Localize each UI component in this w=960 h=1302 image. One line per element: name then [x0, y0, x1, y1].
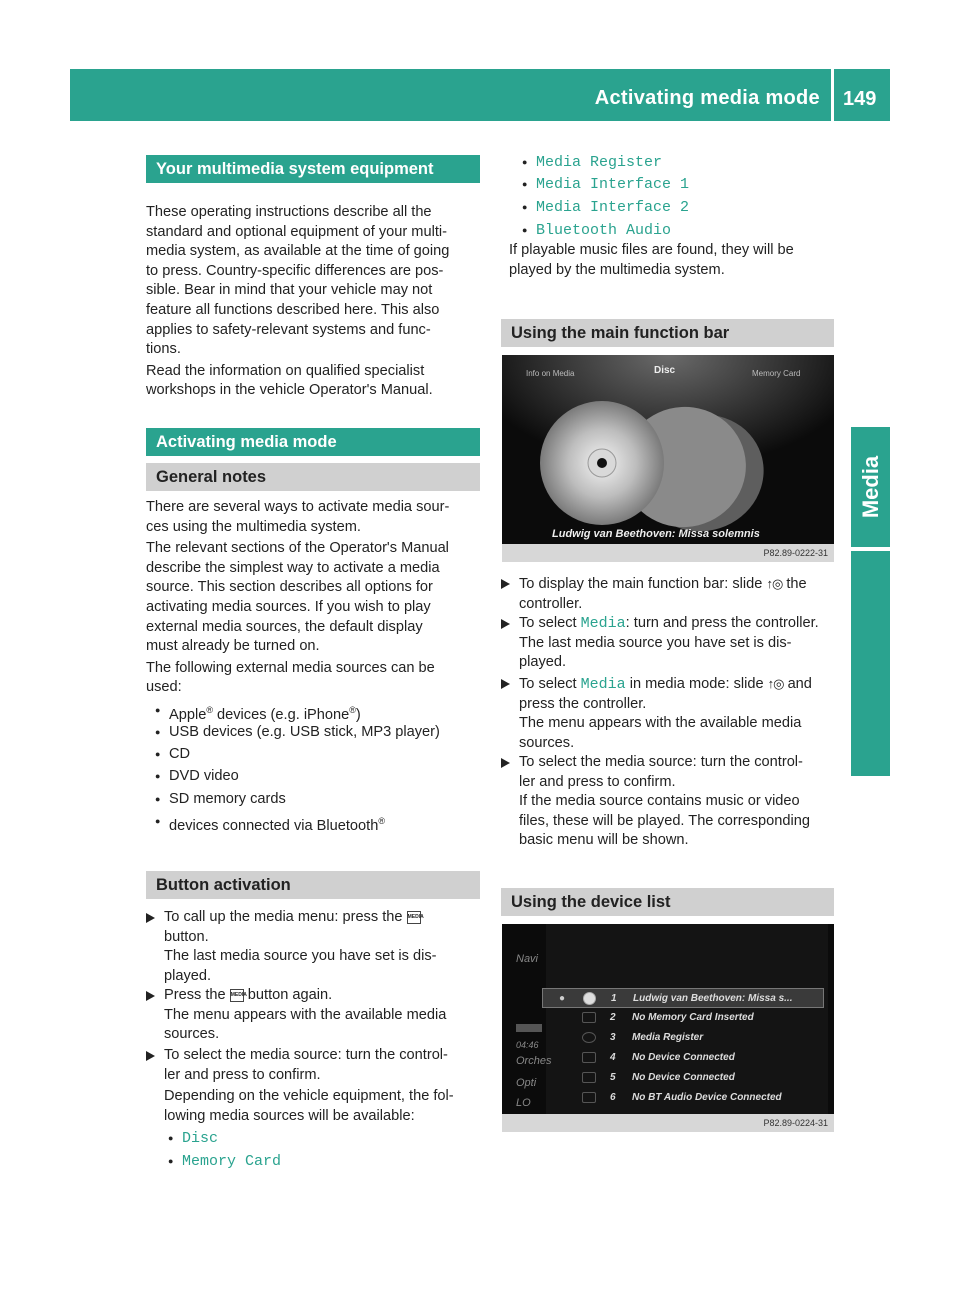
- instruction-step: To select the media source: turn the control- ler and press to confirm. If the media source contains music or video files, these will be played. The corresponding basic menu will be shown.: [501, 753, 835, 851]
- side-label: Opti: [516, 1077, 537, 1089]
- text-line: standard and optional equipment of your multi-: [146, 223, 447, 240]
- media-source-item: ● Media Register: [522, 153, 662, 173]
- controller-icon: ↑◎: [767, 676, 784, 691]
- step-arrow-icon: [501, 679, 510, 689]
- text-line: must already be turned on.: [146, 638, 320, 655]
- heading-button-activation: Button activation: [146, 871, 480, 899]
- media-source-item: ● Media Interface 2: [522, 198, 689, 218]
- instruction-step: To call up the media menu: press the MEDIA button. The last media source you have set is dis- played.: [146, 908, 480, 986]
- instruction-step: To select Media in media mode: slide ↑◎ and press the controller. The menu appears with the available media sources.: [501, 674, 835, 753]
- heading-equipment: Your multimedia system equipment: [146, 155, 480, 183]
- list-item: ● DVD video: [155, 767, 239, 787]
- text-line: sible. Bear in mind that your vehicle may not: [146, 282, 433, 299]
- text-line: media system, as available at the time of going: [146, 243, 450, 260]
- text-line: to press. Country-specific differences are pos-: [146, 262, 444, 279]
- text-line: external media sources, the default display: [146, 618, 423, 635]
- side-label: LO: [516, 1097, 531, 1109]
- heading-general-notes: General notes: [146, 463, 480, 491]
- step-arrow-icon: [146, 1051, 155, 1061]
- bluetooth-device-icon: [582, 1092, 596, 1103]
- list-item: ● devices connected via Bluetooth®: [155, 812, 385, 836]
- now-playing-title: Ludwig van Beethoven: Missa solemnis: [552, 528, 760, 540]
- text-line: The following external media sources can be: [146, 659, 435, 676]
- instruction-step: To display the main function bar: slide ↑◎ the controller.: [501, 574, 835, 614]
- text-line: If playable music files are found, they will be: [509, 242, 794, 258]
- disc-screenshot: [502, 355, 834, 562]
- heading-device-list: Using the device list: [501, 888, 834, 916]
- step-arrow-icon: [501, 758, 510, 768]
- disc-icon: [583, 992, 596, 1005]
- equipment-text: [146, 203, 480, 401]
- list-item: ● USB devices (e.g. USB stick, MP3 player): [155, 723, 440, 743]
- text-line: describe the simplest way to activate a media: [146, 559, 440, 576]
- device-list-item[interactable]: 6 No BT Audio Device Connected: [542, 1088, 824, 1108]
- text-line: Read the information on qualified specialist: [146, 362, 425, 379]
- general-notes-text: [146, 498, 480, 698]
- device-list-item[interactable]: ● 1 Ludwig van Beethoven: Missa s...: [542, 988, 824, 1008]
- page-number: 149: [843, 88, 877, 110]
- side-label: 04:46: [516, 1040, 539, 1050]
- memory-card-icon: [582, 1012, 596, 1023]
- text-line: tions.: [146, 341, 181, 358]
- heading-main-function-bar: Using the main function bar: [501, 319, 834, 347]
- text-line: applies to safety-relevant systems and func-: [146, 321, 431, 338]
- media-button-icon: MEDIA: [230, 989, 244, 1002]
- playback-note: [509, 241, 835, 280]
- page-title: Activating media mode: [594, 87, 820, 109]
- text-line: These operating instructions describe all the: [146, 204, 432, 220]
- heading-activating: Activating media mode: [146, 428, 480, 456]
- side-label: Orches: [516, 1055, 552, 1067]
- media-source-item: ● Disc: [168, 1129, 218, 1149]
- instruction-step: To select Media: turn and press the controller. The last media source you have set is dis- played.: [501, 614, 835, 673]
- image-caption: P82.89-0222-31: [502, 544, 834, 562]
- device-icon: [582, 1052, 596, 1063]
- step-arrow-icon: [146, 913, 155, 923]
- list-item: ● CD: [155, 745, 190, 765]
- header-separator: [831, 69, 834, 121]
- memory-card-tab[interactable]: Memory Card: [752, 369, 801, 378]
- text-line: source. This section describes all options for: [146, 579, 433, 596]
- section-tab-block: [851, 551, 890, 776]
- media-source-item: ● Bluetooth Audio: [522, 221, 671, 241]
- image-caption: P82.89-0224-31: [502, 1114, 834, 1132]
- device-list-item[interactable]: 2 No Memory Card Inserted: [542, 1008, 824, 1028]
- disc-tab[interactable]: Disc: [654, 365, 676, 376]
- device-list-item[interactable]: 5 No Device Connected: [542, 1068, 824, 1088]
- info-on-media-label[interactable]: Info on Media: [526, 369, 575, 378]
- controller-icon: ↑◎: [766, 576, 783, 591]
- step-arrow-icon: [501, 619, 510, 629]
- side-icon: [516, 1024, 542, 1032]
- device-list-item[interactable]: 3 Media Register: [542, 1028, 824, 1048]
- text-line: ces using the multimedia system.: [146, 518, 361, 535]
- instruction-step: To select the media source: turn the control- ler and press to confirm. Depending on the vehicle equipment, the fol- lowing media sources will be available:: [146, 1046, 480, 1126]
- media-register-icon: [582, 1032, 596, 1043]
- list-item: ● Apple® devices (e.g. iPhone®): [155, 701, 361, 725]
- list-item: ● SD memory cards: [155, 790, 286, 810]
- text-line: used:: [146, 679, 182, 696]
- media-button-icon: MEDIA: [407, 911, 421, 924]
- section-tab-label: Media: [857, 455, 883, 519]
- text-line: activating media sources. If you wish to play: [146, 598, 431, 615]
- side-label: Navi: [516, 953, 539, 965]
- text-line: There are several ways to activate media sour-: [146, 499, 450, 515]
- device-list-screenshot: [502, 924, 834, 1132]
- step-arrow-icon: [501, 579, 510, 589]
- device-list-item[interactable]: 4 No Device Connected: [542, 1048, 824, 1068]
- step-arrow-icon: [146, 991, 155, 1001]
- text-line: workshops in the vehicle Operator's Manual.: [146, 382, 433, 399]
- section-tab: [851, 427, 890, 547]
- instruction-step: Press the MEDIA button again. The menu appears with the available media sources.: [146, 986, 480, 1045]
- media-source-item: ● Media Interface 1: [522, 175, 689, 195]
- text-line: The relevant sections of the Operator's Manual: [146, 540, 449, 557]
- device-icon: [582, 1072, 596, 1083]
- text-line: feature all functions described here. This also: [146, 301, 440, 318]
- text-line: played by the multimedia system.: [509, 261, 725, 278]
- media-source-item: ● Memory Card: [168, 1152, 281, 1172]
